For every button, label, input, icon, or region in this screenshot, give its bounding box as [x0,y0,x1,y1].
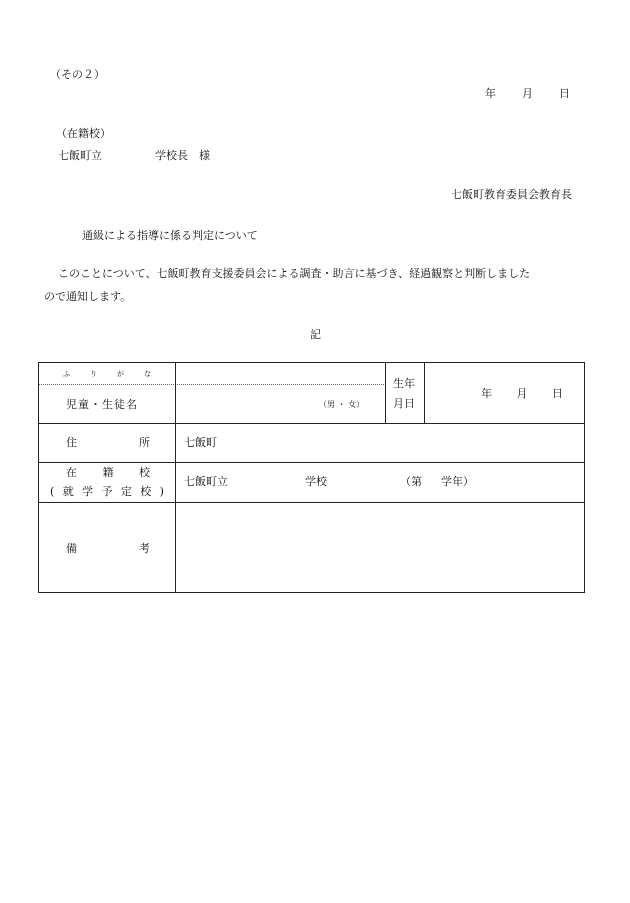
birth-date-value: 年 月 日 [481,387,563,400]
school-label: （在籍校） [56,127,111,140]
row-divider-2 [39,462,584,463]
sender: 七飯町教育委員会教育長 [451,188,572,201]
birth-label-divider-right [424,363,425,423]
school-prefix: 七飯町立 [184,475,228,488]
birth-label-divider-left [385,363,386,423]
furigana-divider [39,384,384,385]
row-divider-1 [39,423,584,424]
address-value: 七飯町 [184,436,217,449]
body-line-1: このことについて、七飯町教育支援委員会による調査・助言に基づき、経過観察と判断しました [58,267,531,280]
town-prefix: 七飯町立 [58,149,102,162]
furigana-label: ふ り が な [63,370,151,378]
subject: 通級による指導に係る判定について [82,229,258,242]
name-label: 児童・生徒名 [66,398,138,411]
date-month: 月 [522,87,533,100]
row-divider-3 [39,502,584,503]
gender-options: （男 ・ 女） [319,400,365,409]
body-line-2: ので通知します。 [44,290,132,303]
principal-label: 学校長 様 [155,149,210,162]
grade-open: （第 [400,475,422,488]
remarks-label: 備 考 [66,542,150,555]
label-column-divider [175,363,176,592]
grade-close: 学年） [441,475,474,488]
page-label: （その２） [50,68,105,81]
birth-label-bottom: 月日 [393,397,415,410]
ki-heading: 記 [310,328,321,341]
school-suffix: 学校 [305,475,327,488]
date-day: 日 [559,87,570,100]
student-info-table [38,362,585,593]
document-date [485,88,570,99]
date-year: 年 [485,87,496,100]
school-sub-label: ( 就 学 予 定 校 ) [50,485,164,498]
school-label: 在 籍 校 [66,466,150,479]
birth-label-top: 生年 [393,377,415,390]
address-label: 住 所 [66,436,150,449]
